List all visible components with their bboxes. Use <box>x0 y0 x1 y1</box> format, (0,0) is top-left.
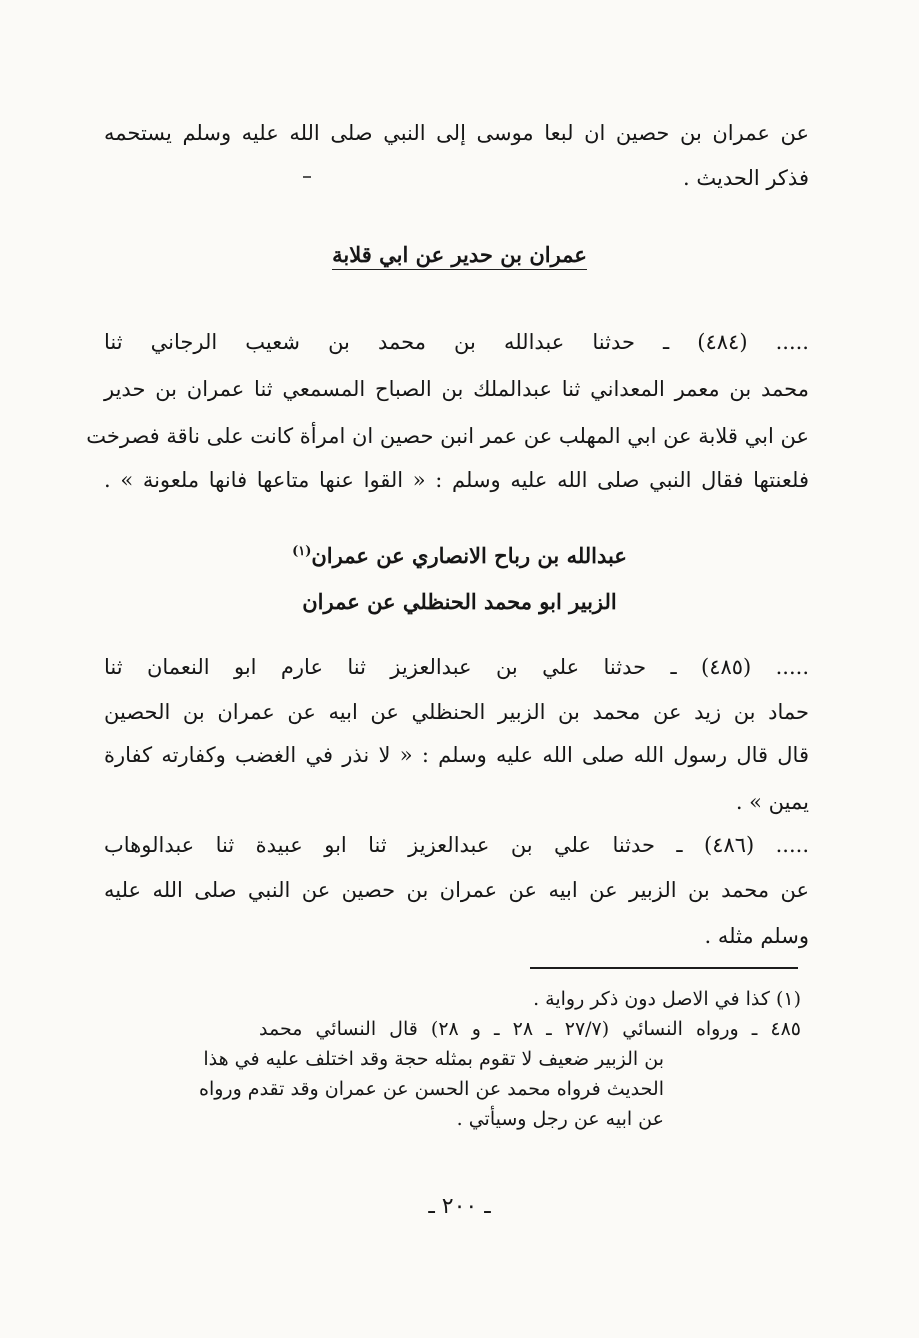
footnote-485-line-2: بن الزبير ضعيف لا تقوم بمثله حجة وقد اختلف عليه في هذا <box>203 1048 664 1070</box>
footnote-separator <box>530 967 798 969</box>
section-1-heading-text: عمران بن حدير عن ابي قلابة <box>332 242 587 270</box>
top-paragraph-line-2: فذكر الحديث . <box>683 166 809 190</box>
top-paragraph-line-1: عن عمران بن حصين ان لبعا موسى إلى النبي صلى الله عليه وسلم يستحمه <box>104 121 809 145</box>
page-number: ـ ٢٠٠ ـ <box>428 1194 491 1219</box>
hadith-485-line-4: يمين » . <box>735 790 809 814</box>
hadith-486-line-2: عن محمد بن الزبير عن ابيه عن عمران بن حصين عن النبي صلى الله عليه <box>104 878 809 902</box>
scan-speck <box>303 176 311 178</box>
hadith-486-line-1: ..... (٤٨٦) ـ حدثنا علي بن عبدالعزيز ثنا ابو عبيدة ثنا عبدالوهاب <box>104 833 810 857</box>
footnote-ref-1: (١) <box>292 544 312 559</box>
footnote-485-line-1: ٤٨٥ ـ ورواه النسائي (٢٧/٧ ـ ٢٨ ـ و ٢٨) قال النسائي محمد <box>259 1018 801 1040</box>
hadith-484-line-2: محمد بن معمر المعداني ثنا عبدالملك بن الصباح المسمعي ثنا عمران بن حدير <box>104 377 809 401</box>
section-2-heading-1-text: عبدالله بن رباح الانصاري عن عمران <box>311 543 627 568</box>
hadith-486-line-3: وسلم مثله . <box>704 924 809 948</box>
footnote-485-line-4: عن ابيه عن رجل وسيأتي . <box>456 1108 664 1130</box>
section-2-heading-1 <box>0 537 919 571</box>
hadith-485-line-1: ..... (٤٨٥) ـ حدثنا علي بن عبدالعزيز ثنا عارم ابو النعمان ثنا <box>104 655 809 679</box>
hadith-484-line-3: عن ابي قلابة عن ابي المهلب عن عمر انبن حصين ان امرأة كانت على ناقة فصرخت <box>86 424 809 448</box>
hadith-485-line-3: قال قال رسول الله صلى الله عليه وسلم : « لا نذر في الغضب وكفارته كفارة <box>104 743 809 767</box>
hadith-485-line-2: حماد بن زيد عن محمد بن الزبير الحنظلي عن ابيه عن عمران بن الحصين <box>104 700 809 724</box>
footnote-1: (١) كذا في الاصل دون ذكر رواية . <box>533 988 801 1010</box>
section-2-heading-2: الزبير ابو محمد الحنظلي عن عمران <box>302 589 617 614</box>
footnote-485-line-3: الحديث فرواه محمد عن الحسن عن عمران وقد تقدم ورواه <box>199 1078 664 1100</box>
section-1-heading <box>0 240 919 270</box>
hadith-484-line-1: ..... (٤٨٤) ـ حدثنا عبدالله بن محمد بن شعيب الرجاني ثنا <box>104 330 809 354</box>
hadith-484-line-4: فلعنتها فقال النبي صلى الله عليه وسلم : « القوا عنها متاعها فانها ملعونة » . <box>104 468 809 492</box>
